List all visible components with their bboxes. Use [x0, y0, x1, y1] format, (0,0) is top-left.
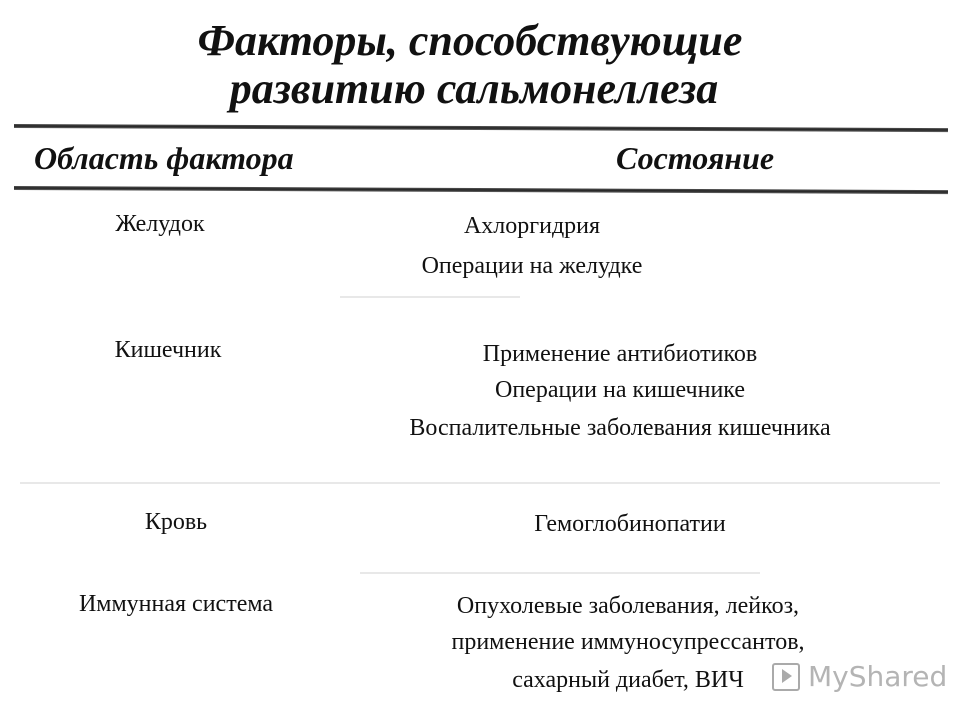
- scan-artifact: [20, 482, 940, 484]
- row-state-line: Операции на желудке: [421, 253, 643, 279]
- watermark-text: MyShared: [808, 660, 948, 693]
- row-area-immune: Иммунная система: [78, 591, 274, 617]
- row-area-blood: Кровь: [144, 509, 208, 535]
- watermark-logo: [772, 660, 947, 693]
- header-top-rule: [14, 124, 948, 132]
- row-state-line: сахарный диабет, ВИЧ: [512, 667, 744, 693]
- column-header-state: Состояние: [616, 140, 775, 176]
- row-state-line: Операции на кишечнике: [494, 377, 746, 403]
- title-line-1: Факторы, способствующие: [197, 16, 743, 65]
- row-state-line: Применение антибиотиков: [482, 341, 758, 367]
- header-bottom-rule: [14, 186, 948, 194]
- row-area-stomach: Желудок: [115, 211, 205, 237]
- row-state-line: Гемоглобинопатии: [534, 511, 726, 537]
- column-header-area: Область фактора: [34, 140, 294, 176]
- title-line-2: развитию сальмонеллеза: [229, 64, 719, 113]
- row-state-line: применение иммуносупрессантов,: [451, 629, 805, 655]
- scan-artifact: [360, 572, 760, 574]
- row-state-line: Воспалительные заболевания кишечника: [409, 415, 831, 441]
- row-area-intestine: Кишечник: [114, 337, 222, 363]
- row-state-line: Ахлоргидрия: [463, 213, 601, 239]
- play-icon: [772, 663, 800, 691]
- scan-artifact: [340, 296, 520, 298]
- row-state-line: Опухолевые заболевания, лейкоз,: [456, 593, 800, 619]
